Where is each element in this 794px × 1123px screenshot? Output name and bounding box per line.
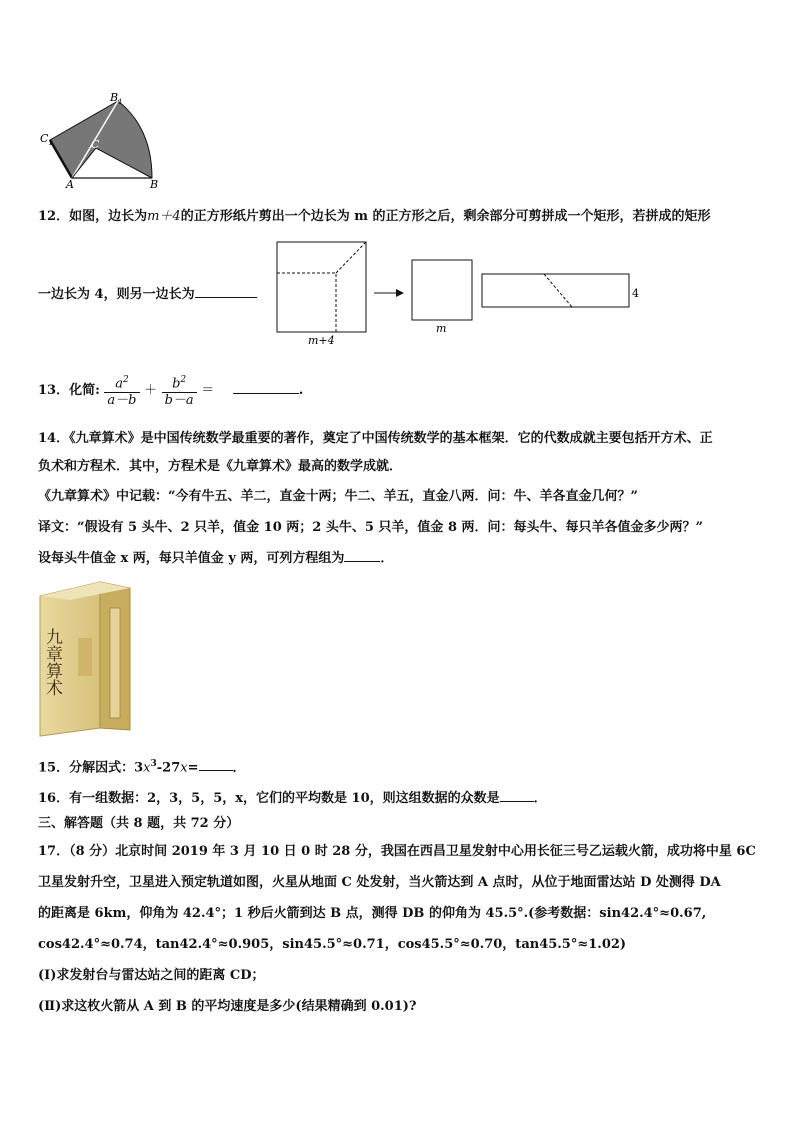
label-b1: $B_1$ xyxy=(110,91,123,106)
book-photo xyxy=(38,578,138,738)
q15-line: 15．分解因式：$3x^3-27x=$ ． xyxy=(38,759,246,776)
q16-line: 16．有一组数据：2，3，5，5，x，它们的平均数是 10，则这组数据的众数是 ． xyxy=(38,791,547,806)
small-square xyxy=(412,260,472,320)
q17-part2: (Ⅱ)求这枚火箭从 A 到 B 的平均速度是多少(结果精确到 0.01)? xyxy=(38,999,417,1014)
label-m-plus-4: m+4 xyxy=(308,334,335,347)
arrow-icon xyxy=(396,289,404,297)
q16-answer-blank[interactable] xyxy=(500,801,534,802)
q12-figure xyxy=(270,238,650,348)
label-m: m xyxy=(436,322,447,335)
q14-line3: 《九章算术》中记载：“今有牛五、羊二，直金十两；牛二、羊五，直金八两．问：牛、羊各直金几何？” xyxy=(38,489,638,504)
q14-line1: 14．《九章算术》是中国传统数学最重要的著作，奠定了中国传统数学的基本框架．它的代数成就主要包括开方术、正 xyxy=(38,431,713,446)
rect-cut xyxy=(544,274,572,307)
q12-answer-blank[interactable] xyxy=(195,297,257,298)
section-three-heading: 三、解答题（共 8 题，共 72 分） xyxy=(38,816,240,831)
q13-answer-blank[interactable] xyxy=(233,393,299,394)
q17-line4: cos42.4°≈0.74，tan42.4°≈0.905，sin45.5°≈0.71，cos45.5°≈0.70，tan45.5°≈1.02) xyxy=(38,937,627,952)
q17-line2: 卫星发射升空，卫星进入预定轨道如图，火星从地面 C 处发射，当火箭达到 A 点时，从位于地面雷达站 D 处测得 DA xyxy=(38,875,721,890)
label-4: 4 xyxy=(632,287,639,300)
label-c: C xyxy=(91,138,100,151)
big-square xyxy=(277,242,366,332)
q14-line2: 负术和方程术．其中，方程术是《九章算术》最高的数学成就． xyxy=(38,459,403,474)
diagonal-cut xyxy=(336,242,366,273)
q14-line5: 设每头牛值金 x 两，每只羊值金 y 两，可列方程组为 ． xyxy=(38,551,394,566)
spine-label xyxy=(110,608,120,718)
fraction-1: $\frac{a^2}{a-b}$ xyxy=(104,372,139,409)
q14-line4: 译文：“假设有 5 头牛、2 只羊，值金 10 两；2 头牛、5 只羊，值金 8 两．问：每头牛、每只羊各值金多少两？” xyxy=(38,520,704,535)
q17-part1: (Ⅰ)求发射台与雷达站之间的距离 CD； xyxy=(38,968,265,983)
label-a: A xyxy=(66,178,74,191)
q12-line1: 12．如图，边长为m＋4的正方形纸片剪出一个边长为 m 的正方形之后，剩余部分可剪拼成一个矩形，若拼成的矩形 xyxy=(38,209,711,224)
result-rectangle xyxy=(482,274,629,307)
q13-line: 13．化简: $\frac{a^2}{a-b}$ ＋ $\frac{b^2}{b-a}$ ＝ . xyxy=(38,372,303,409)
q15-answer-blank[interactable] xyxy=(199,770,233,771)
fraction-2: $\frac{b^2}{b-a}$ xyxy=(162,372,197,409)
label-b: B xyxy=(150,178,159,191)
book-stamp xyxy=(78,638,92,676)
book-title-calligraphy: 九章算术 xyxy=(42,628,62,696)
rotation-figure xyxy=(34,88,164,192)
q12-line2: 一边长为 4，则另一边长为 xyxy=(38,286,257,304)
label-c1: $C_1$ xyxy=(40,132,53,147)
q17-line1: 17．（8 分）北京时间 2019 年 3 月 10 日 0 时 28 分，我国在西昌卫星发射中心用长征三号乙运载火箭，成功将中星 6C xyxy=(38,844,756,859)
inner-cut xyxy=(277,273,336,332)
q14-answer-blank[interactable] xyxy=(344,561,380,562)
q17-line3: 的距离是 6km，仰角为 42.4°；1 秒后火箭到达 B 点，测得 DB 的仰角为 45.5°.(参考数据：sin42.4°≈0.67, xyxy=(38,906,707,921)
